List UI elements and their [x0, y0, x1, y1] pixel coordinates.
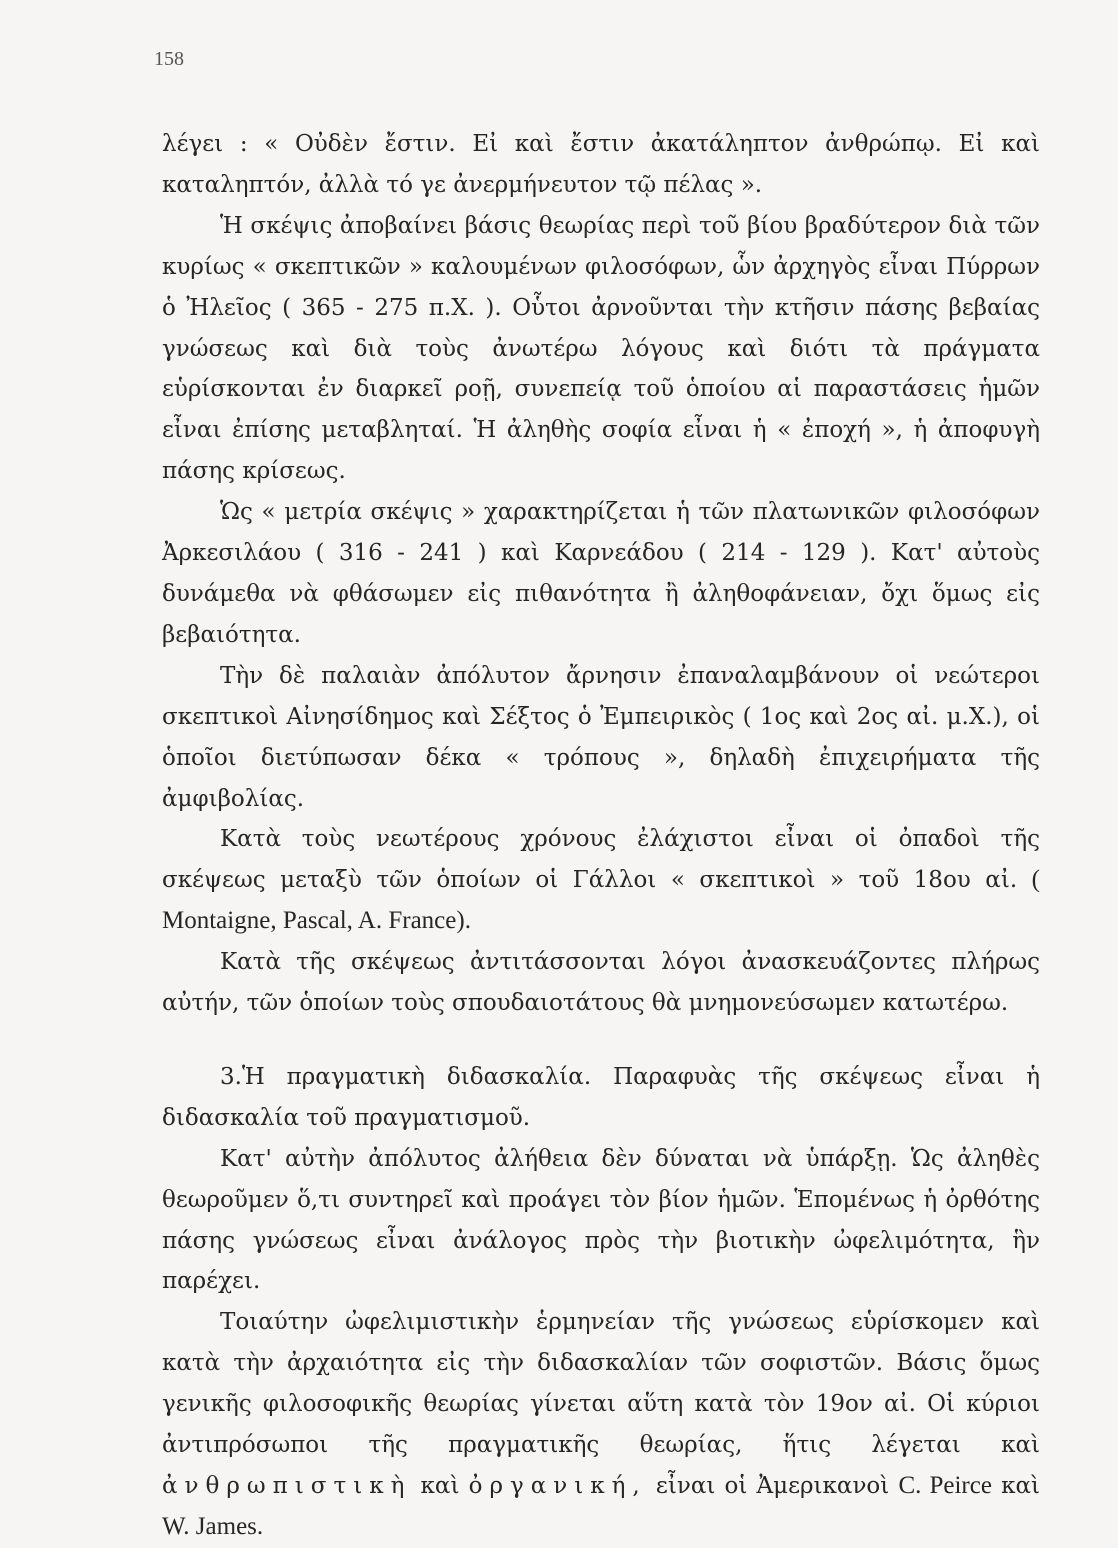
paragraph-7: Κατ' αὐτὴν ἀπόλυτος ἀλήθεια δὲν δύναται νὰ ὑπάρξῃ. Ὡς ἀληθὲς θεωροῦμεν ὅ,τι συντηρεῖ καὶ προάγει τὸν βίον ἡμῶν. Ἑπομένως ἡ ὀρθότης πάσης γνώσεως εἶναι ἀνάλογος πρὸς τὴν βιοτικὴν ὠφελιμότητα, ἣν παρέχει. — [162, 1145, 1040, 1295]
paragraph-8-text-2: εἶναι οἱ Ἀμερικανοὶ — [655, 1473, 890, 1499]
term-organiki: ὀργανική, — [468, 1473, 647, 1499]
paragraph-5-latin: ( Montaigne, Pascal, A. France). — [162, 866, 1040, 935]
section-title: Ἡ πραγματικὴ διδασκαλία. — [241, 1063, 592, 1090]
term-anthropistiki: ἀνθρωπιστικὴ — [162, 1473, 412, 1499]
paragraph-5-text: Κατὰ τοὺς νεωτέρους χρόνους ἐλάχιστοι εἶναι οἱ ὀπαδοὶ τῆς σκέψεως μεταξὺ τῶν ὁποίων οἱ Γάλλοι « σκεπτικοὶ » τοῦ 18ου αἰ. — [162, 826, 1040, 894]
text-body — [162, 124, 1040, 1548]
page-number: 158 — [154, 48, 184, 70]
section-number: 3. — [220, 1063, 242, 1090]
paragraph-6: Κατὰ τῆς σκέψεως ἀντιτάσσονται λόγοι ἀνασκευάζοντες πλήρως αὐτήν, τῶν ὁποίων τοὺς σπουδαιοτάτους θὰ μνημονεύσωμεν κατωτέρω. — [162, 949, 1040, 1017]
paragraph-8-and-2: καὶ — [1001, 1473, 1041, 1499]
paragraph-8-text: Τοιαύτην ὠφελιμιστικὴν ἑρμηνείαν τῆς γνώσεως εὑρίσκομεν καὶ κατὰ τὴν ἀρχαιότητα εἰς τὴν διδασκαλίαν τῶν σοφιστῶν. Βάσις ὅμως γενικῆς φιλοσοφικῆς θεωρίας γίνεται αὕτη κατὰ τὸν 19ον αἰ. Οἱ κύριοι ἀντιπρόσωποι τῆς πραγματικῆς θεωρίας, ἥτις λέγεται καὶ — [162, 1309, 1040, 1459]
paragraph-5 — [162, 819, 1040, 942]
paragraph-3: Ὡς « μετρία σκέψις » χαρακτηρίζεται ἡ τῶν πλατωνικῶν φιλοσόφων Ἀρκεσιλάου ( 316 - 241 ) καὶ Καρνεάδου ( 214 - 129 ). Κατ' αὐτοὺς δυνάμεθα νὰ φθάσωμεν εἰς πιθανότητα ἢ ἀληθοφάνειαν, ὄχι ὅμως εἰς βεβαιότητα. — [162, 499, 1040, 648]
paragraph-8-and-1: καὶ — [420, 1473, 460, 1499]
name-james: W. James. — [162, 1512, 264, 1540]
section-intro: Παραφυὰς τῆς σκέψεως εἶναι ἡ διδασκαλία τοῦ πραγματισμοῦ. — [162, 1063, 1040, 1131]
paragraph-8 — [162, 1302, 1040, 1547]
paragraph-4: Τὴν δὲ παλαιὰν ἀπόλυτον ἄρνησιν ἐπαναλαμβάνουν οἱ νεώτεροι σκεπτικοὶ Αἰνησίδημος καὶ Σέξτος ὁ Ἐμπειρικὸς ( 1ος καὶ 2ος αἰ. μ.Χ.), οἱ ὁποῖοι διετύπωσαν δέκα « τρόπους », δηλαδὴ ἐπιχειρήματα τῆς ἀμφιβολίας. — [162, 662, 1040, 812]
paragraph-1: λέγει : « Οὐδὲν ἔστιν. Εἰ καὶ ἔστιν ἀκατάληπτον ἀνθρώπῳ. Εἰ καὶ καταληπτόν, ἀλλὰ τό γε ἀνερμήνευτον τῷ πέλας ». — [162, 131, 1040, 198]
section-heading-paragraph — [162, 1057, 1040, 1139]
name-peirce: C. Peirce — [898, 1472, 992, 1499]
paragraph-2: Ἡ σκέψις ἀποβαίνει βάσις θεωρίας περὶ τοῦ βίου βραδύτερον διὰ τῶν κυρίως « σκεπτικῶν » καλουμένων φιλοσόφων, ὧν ἀρχηγὸς εἶναι Πύρρων ὁ Ἠλεῖος ( 365 - 275 π.Χ. ). Οὗτοι ἀρνοῦνται τὴν κτῆσιν πάσης βεβαίας γνώσεως καὶ διὰ τοὺς ἀνωτέρω λόγους καὶ διότι τὰ πράγματα εὑρίσκονται ἐν διαρκεῖ ροῇ, συνεπείᾳ τοῦ ὁποίου αἱ παραστάσεις ἡμῶν εἶναι ἐπίσης μεταβληταί. Ἡ ἀληθὴς σοφία εἶναι ἡ « ἐποχή », ἡ ἀποφυγὴ πάσης κρίσεως. — [162, 212, 1040, 485]
